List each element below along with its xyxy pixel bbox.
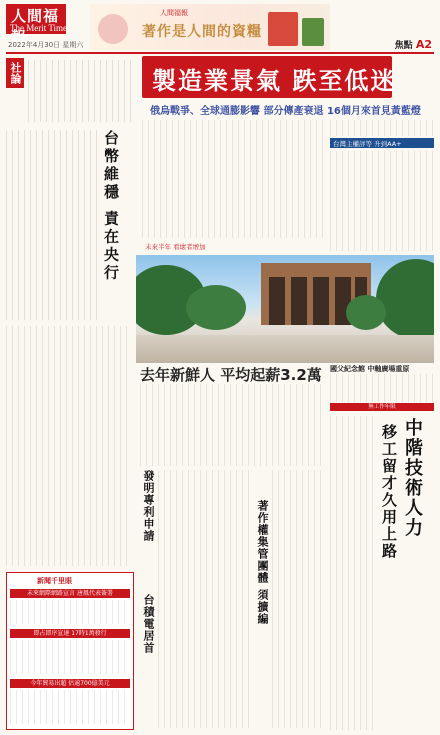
lead-body-text — [142, 120, 326, 238]
issue-date: 2022年4月30日 星期六 — [8, 41, 84, 49]
editorial-text-block — [6, 130, 98, 320]
ad-brand: 人間福報 — [160, 9, 188, 17]
story2-headline: 去年新鮮人 平均起薪3.2萬 — [140, 366, 322, 384]
story4-side-body-text — [272, 470, 324, 728]
section-label — [395, 38, 432, 51]
sidebar-body-text — [330, 151, 434, 251]
book-illustration-icon — [268, 12, 298, 46]
sidebar-body-text — [330, 120, 434, 136]
editorial-text-block — [6, 326, 132, 566]
news-brief-body — [10, 640, 130, 674]
story5-headline: 中階技術人力 — [402, 418, 423, 538]
section-name: 焦點 — [394, 41, 413, 51]
logo-text-zh: 人間福報 — [11, 7, 60, 46]
editorial-column — [6, 58, 134, 570]
top-ad-banner[interactable] — [90, 4, 330, 50]
story4-subheadline: 台積電居首 — [142, 594, 155, 654]
story4-side-headline: 著作權集管團體 須擴編 — [256, 500, 269, 625]
news-briefs-header: 新聞千里眼 — [37, 577, 72, 585]
logo-text-en: The Merit Times — [10, 23, 71, 33]
news-brief-title[interactable]: 今年貿易出超 估逾700億美元 — [10, 679, 130, 688]
news-brief-title[interactable]: 即占即序宣達 17時1萬發行 — [10, 629, 130, 638]
lead-headline: 製造業景氣 跌至低迷 — [152, 67, 397, 95]
plant-illustration-icon — [302, 18, 324, 46]
editorial-text-block — [28, 60, 132, 122]
lead-subhead: 未來半年 看壞者增加 — [145, 243, 206, 251]
lead-headline-box — [142, 56, 397, 98]
page-number: A2 — [415, 38, 432, 51]
masthead-rule — [6, 52, 434, 54]
news-brief-title[interactable]: 未來網際網路宣言 唐鳳代表簽署 — [10, 589, 130, 598]
memorial-hall-photo — [136, 255, 434, 363]
editorial-label: 社論 — [6, 58, 24, 88]
story3-body-text — [330, 374, 434, 402]
story2-body-text — [140, 384, 326, 466]
lead-subheadline: 俄烏戰爭、全球通膨影響 部分傳產衰退 16個月來首見黃藍燈 — [150, 106, 421, 117]
sidebar-headline: 台灣主權評等 升到AA+ — [330, 138, 434, 148]
story5-body-text — [330, 416, 378, 730]
story4-headline: 發明專利申請 — [142, 470, 155, 542]
story4-body-text — [158, 470, 250, 728]
ad-tagline: 著作是人間的資糧 — [142, 24, 262, 40]
story3-headline: 國父紀念館 中軸廣場重原 — [330, 365, 410, 373]
story3-tag-bar: 無工作年限 — [330, 403, 434, 411]
flower-illustration-icon — [98, 14, 128, 44]
news-brief-body — [10, 690, 130, 724]
news-brief-body — [10, 600, 130, 624]
editorial-title: 台幣維穩 責在央行 — [102, 130, 120, 283]
news-briefs-box — [6, 572, 134, 730]
story5-subheadline: 移工留才久用上路 — [380, 424, 398, 560]
